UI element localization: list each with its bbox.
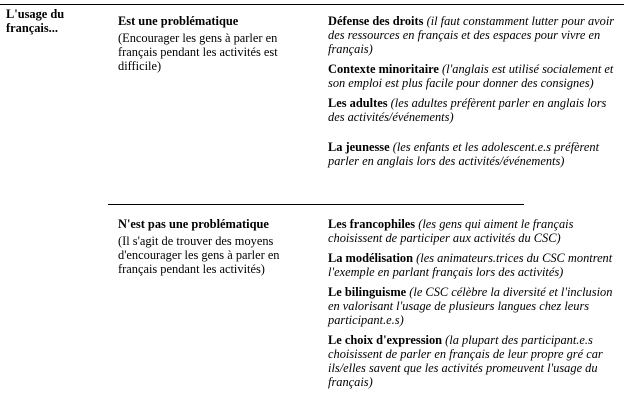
- item-title: Le choix d'expression: [328, 333, 443, 347]
- item-title: Les francophiles: [328, 217, 416, 231]
- item-description: (la plupart des participant.e.s choisissent de parler en français de leur propre gré car ils/elles savent que les activités promeuvent l'usage du français): [328, 333, 603, 389]
- items-problematic: [328, 14, 620, 174]
- item-title: Défense des droits: [328, 14, 424, 28]
- category-title: Est une problématique: [118, 14, 239, 28]
- item-title: Contexte minoritaire: [328, 62, 439, 76]
- list-item: [328, 285, 620, 327]
- list-item: [328, 333, 620, 389]
- list-item: [328, 140, 620, 168]
- section-divider: [108, 204, 524, 205]
- category-not-problematic: [118, 217, 314, 276]
- list-item: [328, 251, 620, 279]
- row-label: L'usage du français...: [6, 7, 65, 35]
- list-item: [328, 14, 620, 56]
- item-description: (les adultes préfèrent parler en anglais lors des activités/événements): [328, 96, 607, 124]
- item-description: (les animateurs.trices du CSC montrent l'exemple en parlant français lors des activités): [328, 251, 613, 279]
- item-title: Les adultes: [328, 96, 388, 110]
- item-description: (les enfants et les adolescent.e.s préfèrent parler en anglais lors des activités/événements): [328, 140, 600, 168]
- list-item: [328, 62, 620, 90]
- top-rule: [0, 4, 624, 5]
- items-not-problematic: [328, 217, 620, 389]
- item-title: Le bilinguisme: [328, 285, 407, 299]
- item-description: (les gens qui aiment le français choisissent de participer aux activités du CSC): [328, 217, 574, 245]
- item-title: La jeunesse: [328, 140, 390, 154]
- item-description: (le CSC célèbre la diversité et l'inclusion en valorisant l'usage de plusieurs langues chez leurs participant.e.s): [328, 285, 613, 327]
- category-problematic: [118, 14, 314, 73]
- item-description: (l'anglais est utilisé socialement et son emploi est plus facile pour donner des consignes): [328, 62, 614, 90]
- list-item: [328, 217, 620, 245]
- category-description: (Encourager les gens à parler en français pendant les activités est difficile): [118, 31, 278, 73]
- list-item: [328, 96, 620, 124]
- item-description: (il faut constamment lutter pour avoir des ressources en français et des espaces pour vivre en français): [328, 14, 615, 56]
- category-description: (Il s'agit de trouver des moyens d'encourager les gens à parler en français pendant les activités): [118, 234, 280, 276]
- item-title: La modélisation: [328, 251, 414, 265]
- category-title: N'est pas une problématique: [118, 217, 269, 231]
